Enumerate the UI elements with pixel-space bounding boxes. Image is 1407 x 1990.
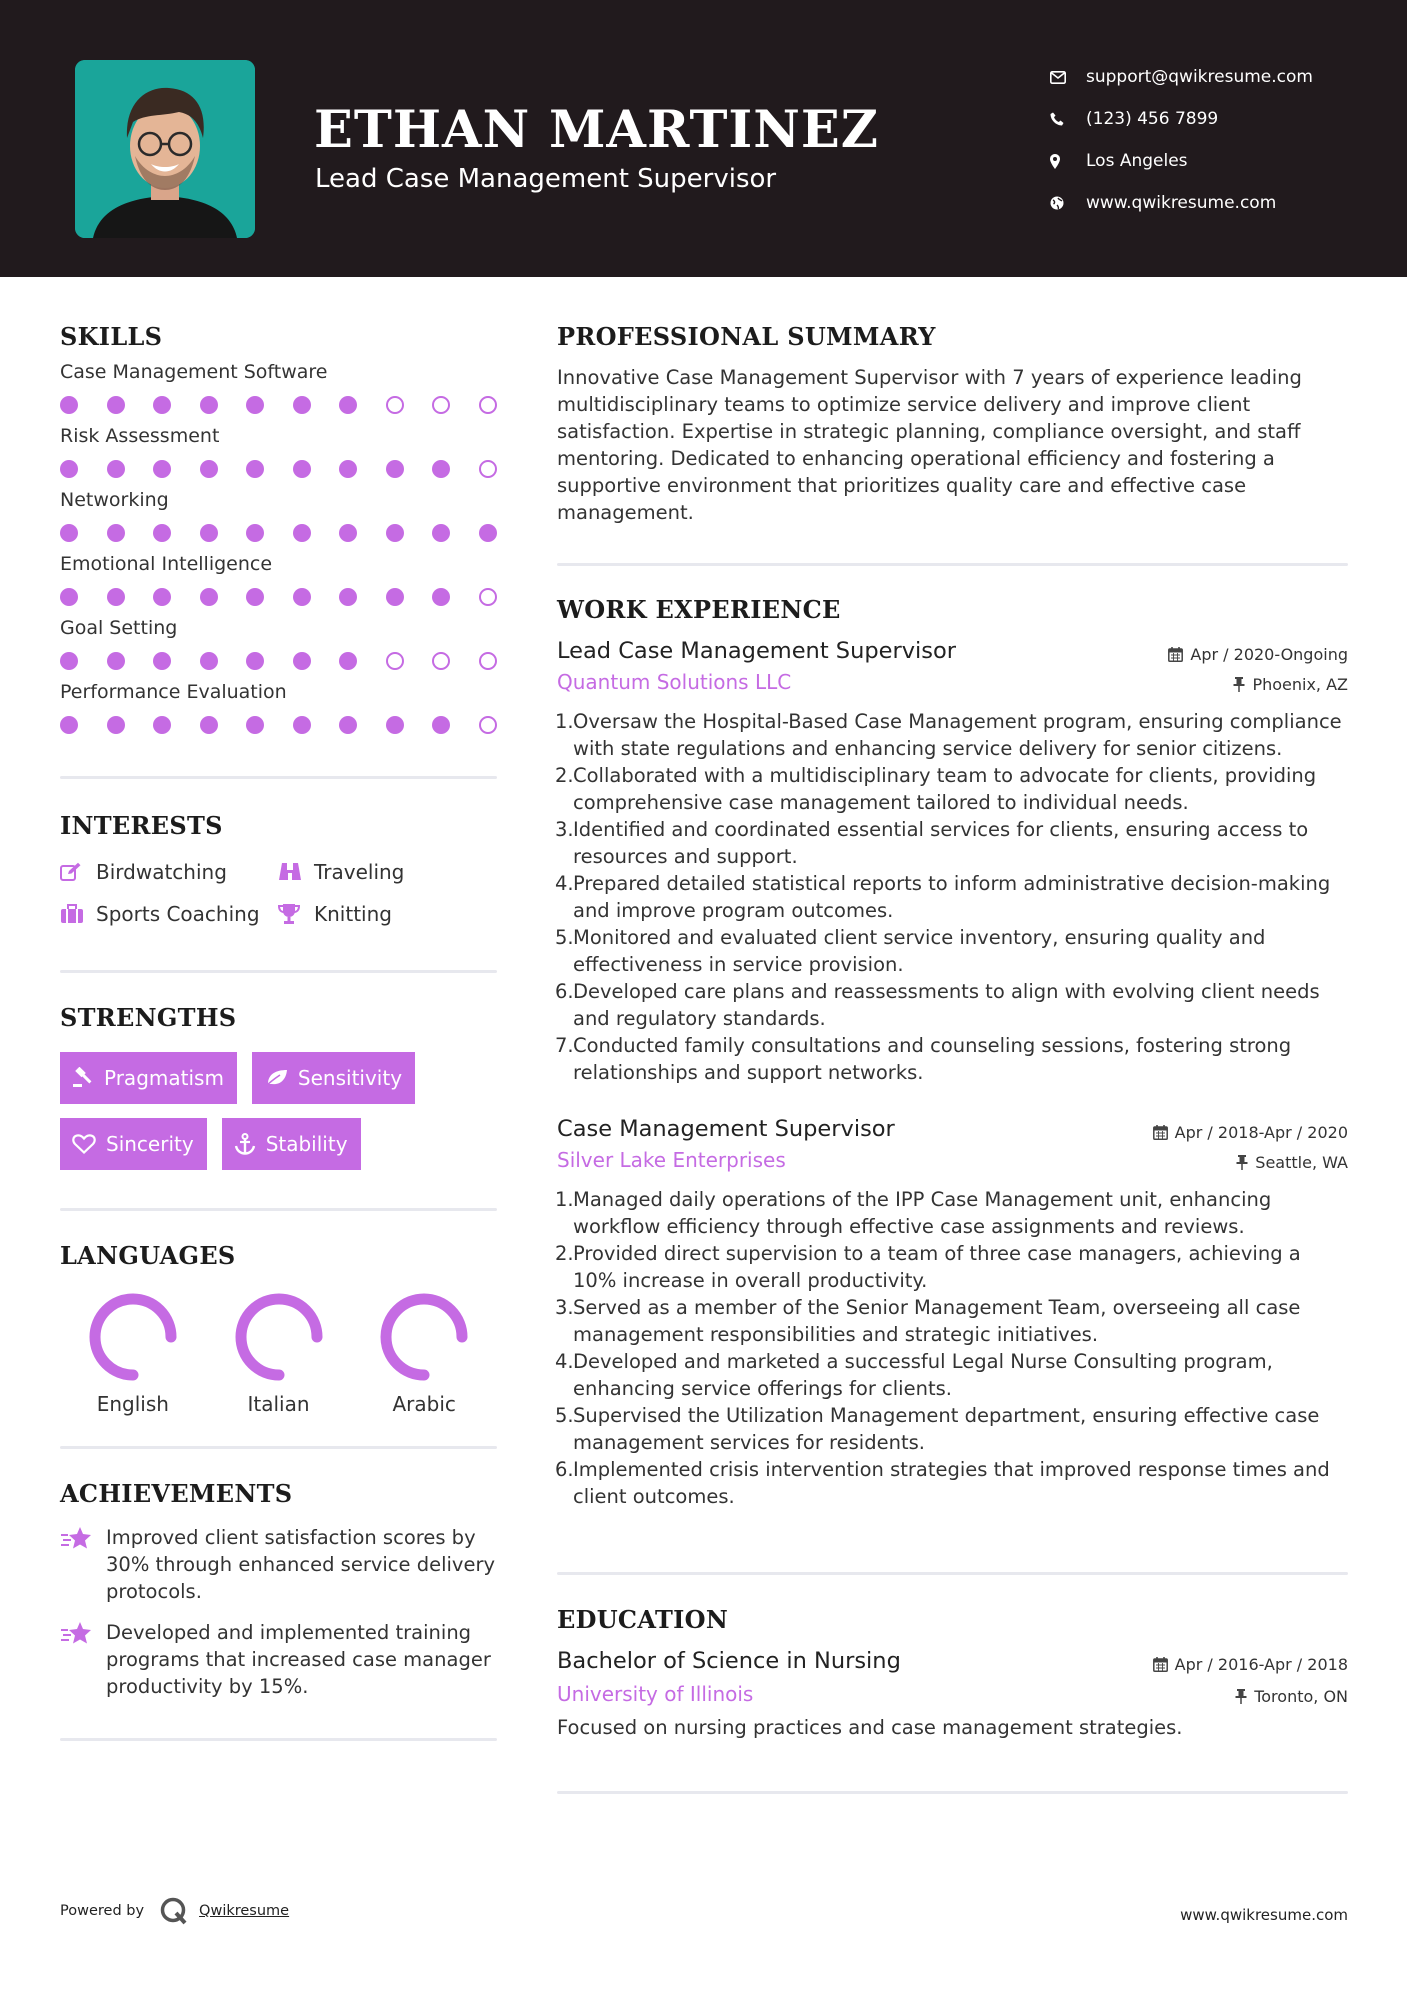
- job-bullet: 3. Served as a member of the Senior Management Team, overseeing all case management responsibilities and strategic initiatives.: [555, 1296, 1301, 1346]
- skill-name: Performance Evaluation: [60, 681, 287, 703]
- job-bullets: [557, 1186, 1348, 1510]
- qwikresume-logo-icon: [159, 1896, 189, 1926]
- job-bullet: 6. Implemented crisis intervention strategies that improved response times and client outcomes.: [555, 1458, 1330, 1508]
- rating-dot-empty: [479, 652, 497, 670]
- job-location: [1233, 675, 1348, 694]
- rating-dot-filled: [246, 652, 264, 670]
- language-item: [60, 1292, 206, 1416]
- interest-item: [60, 902, 278, 926]
- language-label: English: [96, 1392, 169, 1416]
- summary-section: [557, 322, 1348, 526]
- contact-list: [1050, 56, 1313, 224]
- rating-dot-filled: [60, 652, 78, 670]
- right-column: [557, 322, 1348, 1794]
- contact-website[interactable]: [1050, 182, 1313, 224]
- rating-dot-filled: [60, 460, 78, 478]
- pin-icon: [1236, 1155, 1248, 1170]
- rating-dot-filled: [432, 524, 450, 542]
- profile-photo: [75, 60, 255, 238]
- interest-item: [278, 902, 497, 926]
- skill-rating: [60, 524, 497, 544]
- section-title-languages: LANGUAGES: [60, 1241, 236, 1270]
- pin-icon: [1233, 677, 1245, 692]
- rating-dot-filled: [200, 396, 218, 414]
- rating-dot-filled: [246, 716, 264, 734]
- job-bullet: 2. Provided direct supervision to a team of three case managers, achieving a 10% increase in overall productivity.: [555, 1242, 1301, 1292]
- rating-dot-filled: [432, 716, 450, 734]
- rating-dot-filled: [200, 716, 218, 734]
- rating-dot-filled: [293, 524, 311, 542]
- language-level-ring: [88, 1292, 178, 1382]
- rating-dot-filled: [246, 460, 264, 478]
- resume-header: [0, 0, 1407, 277]
- powered-by-label: Powered by: [60, 1903, 145, 1919]
- job-subheader: [557, 1148, 1348, 1172]
- rating-dot-filled: [60, 588, 78, 606]
- job-bullets: [557, 708, 1348, 1086]
- calendar-icon: [1168, 647, 1183, 662]
- job-bullet: 5. Supervised the Utilization Management department, ensuring effective case management services for residents.: [555, 1404, 1320, 1454]
- education-dates-text: Apr / 2016-Apr / 2018: [1174, 1655, 1348, 1674]
- skill-name: Risk Assessment: [60, 425, 220, 447]
- interest-label: Sports Coaching: [96, 902, 260, 926]
- experience-section: [557, 595, 1348, 1510]
- job-header: [557, 1116, 1348, 1142]
- interests-section: [60, 811, 497, 926]
- job-title: Case Management Supervisor: [557, 1116, 895, 1142]
- section-title-strengths: STRENGTHS: [60, 1003, 237, 1032]
- language-level-ring: [234, 1292, 324, 1382]
- summary-text: Innovative Case Management Supervisor with 7 years of experience leading multidisciplinary teams to optimize service delivery and improve client satisfaction. Expertise in strategic planning, compliance oversight, and staff mentoring. Dedicated to enhancing operational efficiency and fostering a supportive environment that prioritizes quality care and effective case management.: [557, 366, 1302, 524]
- section-title-education: EDUCATION: [557, 1605, 729, 1634]
- interest-item: [60, 860, 278, 884]
- achievements-section: [60, 1479, 497, 1700]
- job-bullet: 3. Identified and coordinated essential services for clients, ensuring access to resources and support.: [555, 818, 1309, 868]
- interest-label: Knitting: [314, 902, 392, 926]
- section-title-summary: PROFESSIONAL SUMMARY: [557, 322, 936, 351]
- skill-name: Case Management Software: [60, 361, 328, 383]
- rating-dot-filled: [432, 588, 450, 606]
- rating-dot-filled: [339, 396, 357, 414]
- job-bullet: 1. Oversaw the Hospital-Based Case Management program, ensuring compliance with state regulations and enhancing service delivery for senior citizens.: [555, 710, 1342, 760]
- skills-list: [60, 361, 497, 736]
- rating-dot-filled: [246, 524, 264, 542]
- rating-dot-empty: [479, 716, 497, 734]
- languages-list: [60, 1292, 497, 1416]
- education-header: [557, 1648, 1348, 1674]
- language-label: Arabic: [392, 1392, 456, 1416]
- rating-dot-filled: [293, 588, 311, 606]
- skill-rating: [60, 716, 497, 736]
- gavel-icon: [72, 1067, 94, 1089]
- rating-dot-filled: [107, 588, 125, 606]
- rating-dot-filled: [339, 588, 357, 606]
- achievement-item: [60, 1619, 497, 1700]
- section-title-achievements: ACHIEVEMENTS: [60, 1479, 293, 1508]
- job-dates: [1168, 645, 1348, 664]
- job-dates: [1153, 1123, 1348, 1142]
- left-column: [60, 322, 497, 1741]
- rating-dot-filled: [153, 396, 171, 414]
- rating-dot-filled: [107, 716, 125, 734]
- strength-tags: [60, 1052, 497, 1170]
- skill-name: Networking: [60, 489, 169, 511]
- rating-dot-empty: [432, 396, 450, 414]
- globe-icon: [1050, 196, 1086, 210]
- rating-dot-filled: [200, 588, 218, 606]
- interest-item: [278, 860, 497, 884]
- education-location-text: Toronto, ON: [1254, 1687, 1348, 1706]
- section-title-interests: INTERESTS: [60, 811, 223, 840]
- job-bullet: 4. Prepared detailed statistical reports to inform administrative decision-making and improve program outcomes.: [555, 872, 1331, 922]
- rating-dot-filled: [386, 524, 404, 542]
- rating-dot-empty: [479, 460, 497, 478]
- rating-dot-filled: [60, 396, 78, 414]
- company-name: Silver Lake Enterprises: [557, 1148, 786, 1172]
- rating-dot-filled: [153, 460, 171, 478]
- rating-dot-filled: [246, 396, 264, 414]
- rating-dot-filled: [386, 588, 404, 606]
- job-location-text: Seattle, WA: [1255, 1153, 1348, 1172]
- strength-label: Sensitivity: [297, 1066, 403, 1090]
- job-dates-text: Apr / 2020-Ongoing: [1190, 645, 1348, 664]
- skill-name: Emotional Intelligence: [60, 553, 273, 575]
- language-label: Italian: [247, 1392, 310, 1416]
- rating-dot-filled: [386, 716, 404, 734]
- qwikresume-link[interactable]: Qwikresume: [199, 1903, 290, 1919]
- contact-email[interactable]: [1050, 56, 1313, 98]
- job-bullet: 5. Monitored and evaluated client service inventory, ensuring quality and effectiveness in service provision.: [555, 926, 1266, 976]
- skill-rating: [60, 460, 497, 480]
- contact-phone[interactable]: [1050, 98, 1313, 140]
- rating-dot-filled: [386, 460, 404, 478]
- divider: [557, 563, 1348, 566]
- strength-tag: [60, 1118, 207, 1170]
- footer-powered-by: [60, 1896, 289, 1926]
- achievement-text: Developed and implemented training programs that increased case manager productivity by 15%.: [106, 1621, 491, 1698]
- job-bullet: 2. Collaborated with a multidisciplinary team to advocate for clients, providing comprehensive case management tailored to individual needs.: [555, 764, 1317, 814]
- language-item: [351, 1292, 497, 1416]
- star-icon: [60, 1524, 106, 1605]
- rating-dot-filled: [200, 652, 218, 670]
- rating-dot-filled: [107, 524, 125, 542]
- rating-dot-filled: [339, 652, 357, 670]
- company-name: Quantum Solutions LLC: [557, 670, 792, 694]
- degree-title: Bachelor of Science in Nursing: [557, 1648, 901, 1674]
- calendar-icon: [1153, 1125, 1168, 1140]
- pin-icon: [1235, 1689, 1247, 1704]
- education-subheader: [557, 1682, 1348, 1706]
- rating-dot-filled: [60, 716, 78, 734]
- job-subheader: [557, 670, 1348, 694]
- divider: [60, 970, 497, 973]
- education-location: [1235, 1687, 1348, 1706]
- job-entry: [557, 638, 1348, 1086]
- rating-dot-filled: [200, 524, 218, 542]
- job-bullet: 1. Managed daily operations of the IPP Case Management unit, enhancing workflow efficiency through effective case assignments and reviews.: [555, 1188, 1272, 1238]
- briefcase-icon: [60, 904, 96, 924]
- contact-location-text: Los Angeles: [1086, 151, 1188, 171]
- anchor-icon: [234, 1133, 256, 1155]
- skill-rating: [60, 588, 497, 608]
- achievement-text: Improved client satisfaction scores by 30% through enhanced service delivery protocols.: [106, 1526, 496, 1603]
- job-bullet: 4. Developed and marketed a successful Legal Nurse Consulting program, enhancing service offerings for clients.: [555, 1350, 1273, 1400]
- divider: [60, 1738, 497, 1741]
- rating-dot-filled: [107, 396, 125, 414]
- skill-rating: [60, 652, 497, 672]
- strength-label: Pragmatism: [104, 1066, 224, 1090]
- skills-section: [60, 322, 497, 736]
- rating-dot-filled: [339, 716, 357, 734]
- language-level-arc: [95, 1299, 171, 1375]
- interest-label: Traveling: [314, 860, 405, 884]
- rating-dot-filled: [293, 460, 311, 478]
- map-marker-icon: [1050, 154, 1086, 169]
- rating-dot-empty: [479, 588, 497, 606]
- divider: [557, 1572, 1348, 1575]
- job-header: [557, 638, 1348, 664]
- envelope-icon: [1050, 71, 1086, 84]
- language-item: [206, 1292, 352, 1416]
- divider: [60, 776, 497, 779]
- candidate-role: Lead Case Management Supervisor: [315, 164, 777, 194]
- job-title: Lead Case Management Supervisor: [557, 638, 957, 664]
- contact-email-text: support@qwikresume.com: [1086, 67, 1313, 87]
- strengths-section: [60, 1003, 497, 1170]
- languages-section: [60, 1241, 497, 1416]
- rating-dot-filled: [107, 652, 125, 670]
- job-bullet: 6. Developed care plans and reassessments to align with evolving client needs and regulatory standards.: [555, 980, 1320, 1030]
- section-title-experience: WORK EXPERIENCE: [557, 595, 841, 624]
- language-level-arc: [241, 1299, 317, 1375]
- trophy-icon: [278, 903, 314, 925]
- divider: [60, 1446, 497, 1449]
- education-description: Focused on nursing practices and case management strategies.: [557, 1716, 1183, 1739]
- contact-location: [1050, 140, 1313, 182]
- rating-dot-filled: [153, 716, 171, 734]
- job-location: [1236, 1153, 1348, 1172]
- rating-dot-filled: [293, 716, 311, 734]
- divider: [557, 1791, 1348, 1794]
- job-location-text: Phoenix, AZ: [1252, 675, 1348, 694]
- job-dates-text: Apr / 2018-Apr / 2020: [1174, 1123, 1348, 1142]
- star-icon: [60, 1619, 106, 1700]
- rating-dot-filled: [153, 524, 171, 542]
- rating-dot-empty: [432, 652, 450, 670]
- rating-dot-filled: [153, 652, 171, 670]
- skill-name: Goal Setting: [60, 617, 178, 639]
- candidate-name: ETHAN MARTINEZ: [314, 100, 879, 160]
- strength-tag: [222, 1118, 361, 1170]
- rating-dot-filled: [293, 652, 311, 670]
- divider: [60, 1208, 497, 1211]
- calendar-icon: [1153, 1657, 1168, 1672]
- rating-dot-filled: [107, 460, 125, 478]
- rating-dot-filled: [246, 588, 264, 606]
- strength-label: Sincerity: [106, 1132, 194, 1156]
- strength-tag: [252, 1052, 415, 1104]
- rating-dot-empty: [479, 396, 497, 414]
- leaf-icon: [264, 1068, 288, 1088]
- education-dates: [1153, 1655, 1348, 1674]
- contact-website-text: www.qwikresume.com: [1086, 193, 1277, 213]
- language-level-ring: [379, 1292, 469, 1382]
- strength-label: Stability: [265, 1132, 348, 1156]
- achievement-item: [60, 1524, 497, 1605]
- rating-dot-filled: [293, 396, 311, 414]
- rating-dot-filled: [479, 524, 497, 542]
- rating-dot-filled: [339, 524, 357, 542]
- job-bullet: 7. Conducted family consultations and counseling sessions, fostering strong relationships and support networks.: [555, 1034, 1292, 1084]
- interests-grid: [60, 860, 497, 926]
- rating-dot-filled: [60, 524, 78, 542]
- rating-dot-filled: [153, 588, 171, 606]
- skill-rating: [60, 396, 497, 416]
- school-name: University of Illinois: [557, 1682, 754, 1706]
- strength-tag: [60, 1052, 237, 1104]
- rating-dot-empty: [386, 652, 404, 670]
- interest-label: Birdwatching: [96, 860, 227, 884]
- heart-icon: [72, 1134, 96, 1154]
- section-title-skills: SKILLS: [60, 322, 163, 351]
- job-entry: [557, 1116, 1348, 1510]
- language-level-arc: [386, 1299, 462, 1375]
- footer-url[interactable]: www.qwikresume.com: [1180, 1906, 1348, 1924]
- phone-icon: [1050, 112, 1086, 126]
- rating-dot-filled: [200, 460, 218, 478]
- rating-dot-filled: [339, 460, 357, 478]
- rating-dot-empty: [386, 396, 404, 414]
- pencil-square-icon: [60, 862, 96, 882]
- education-section: [557, 1605, 1348, 1741]
- binoculars-icon: [278, 862, 314, 882]
- contact-phone-text: (123) 456 7899: [1086, 109, 1219, 129]
- rating-dot-filled: [432, 460, 450, 478]
